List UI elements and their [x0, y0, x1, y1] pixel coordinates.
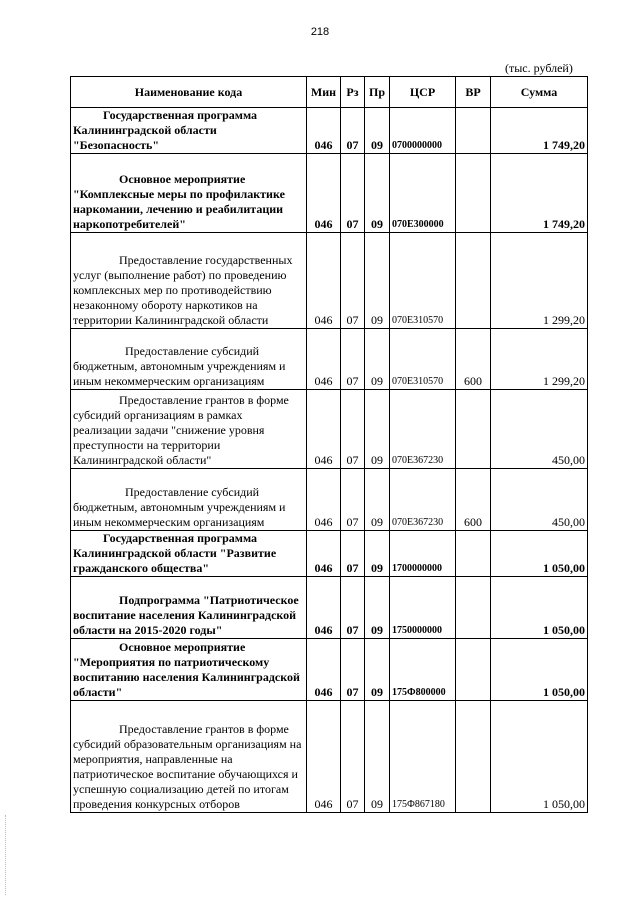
row-pr: 09 — [365, 233, 390, 329]
row-csr: 175Ф800000 — [390, 639, 456, 701]
row-csr: 0700000000 — [390, 108, 456, 154]
header-min: Мин — [307, 77, 341, 108]
row-rz: 07 — [341, 154, 365, 233]
header-sum: Сумма — [491, 77, 588, 108]
row-name: Основное мероприятие "Комплексные меры по профилактике наркомании, лечению и реабилитации наркопотребителей" — [71, 154, 307, 233]
row-name: Государственная программа Калининградской области "Безопасность" — [71, 108, 307, 154]
row-rz: 07 — [341, 233, 365, 329]
row-vr — [456, 577, 491, 639]
row-csr: 1750000000 — [390, 577, 456, 639]
row-pr: 09 — [365, 108, 390, 154]
row-sum: 1 050,00 — [491, 701, 588, 813]
row-csr: 070Е367230 — [390, 390, 456, 469]
row-sum: 1 299,20 — [491, 329, 588, 390]
units-label: (тыс. рублей) — [505, 61, 573, 75]
row-pr: 09 — [365, 639, 390, 701]
row-csr: 070Е310570 — [390, 329, 456, 390]
row-pr: 09 — [365, 329, 390, 390]
row-sum: 450,00 — [491, 390, 588, 469]
table-row — [71, 531, 588, 577]
row-min: 046 — [307, 531, 341, 577]
row-min: 046 — [307, 469, 341, 531]
row-vr — [456, 390, 491, 469]
table-row — [71, 154, 588, 233]
header-pr: Пр — [365, 77, 390, 108]
header-vr: ВР — [456, 77, 491, 108]
row-sum: 1 299,20 — [491, 233, 588, 329]
row-sum: 1 749,20 — [491, 154, 588, 233]
table-row — [71, 701, 588, 813]
row-min: 046 — [307, 329, 341, 390]
table-row — [71, 469, 588, 531]
row-vr — [456, 108, 491, 154]
row-rz: 07 — [341, 531, 365, 577]
row-vr: 600 — [456, 469, 491, 531]
row-name: Предоставление грантов в форме субсидий организациям в рамках реализации задачи "снижение уровня преступности на территории Калининградской области" — [71, 390, 307, 469]
header-name: Наименование кода — [71, 77, 307, 108]
row-pr: 09 — [365, 154, 390, 233]
row-min: 046 — [307, 108, 341, 154]
scan-margin-dots — [5, 815, 8, 895]
row-rz: 07 — [341, 329, 365, 390]
row-csr: 070Е367230 — [390, 469, 456, 531]
row-name: Предоставление субсидий бюджетным, автономным учреждениям и иным некоммерческим организациям — [71, 329, 307, 390]
table-header-row — [71, 77, 588, 108]
row-csr: 070Е300000 — [390, 154, 456, 233]
table-row — [71, 577, 588, 639]
row-name: Основное мероприятие "Мероприятия по патриотическому воспитанию населения Калининградской области" — [71, 639, 307, 701]
row-sum: 1 050,00 — [491, 577, 588, 639]
table-row — [71, 639, 588, 701]
row-pr: 09 — [365, 701, 390, 813]
row-name: Предоставление грантов в форме субсидий образовательным организациям на мероприятия, направленные на патриотическое воспитание обучающихся и успешную социализацию детей по итогам проведения конкурсных отборов — [71, 701, 307, 813]
row-vr — [456, 154, 491, 233]
row-sum: 1 050,00 — [491, 531, 588, 577]
row-sum: 1 749,20 — [491, 108, 588, 154]
row-name: Подпрограмма "Патриотическое воспитание населения Калининградской области на 2015-2020 годы" — [71, 577, 307, 639]
row-pr: 09 — [365, 390, 390, 469]
row-min: 046 — [307, 233, 341, 329]
table-row — [71, 233, 588, 329]
row-csr: 1700000000 — [390, 531, 456, 577]
row-vr — [456, 233, 491, 329]
row-rz: 07 — [341, 639, 365, 701]
header-csr: ЦСР — [390, 77, 456, 108]
row-rz: 07 — [341, 577, 365, 639]
row-sum: 450,00 — [491, 469, 588, 531]
row-vr: 600 — [456, 329, 491, 390]
row-name: Предоставление государственных услуг (выполнение работ) по проведению комплексных мер по противодействию незаконному обороту наркотиков на территории Калининградской области — [71, 233, 307, 329]
row-pr: 09 — [365, 469, 390, 531]
row-rz: 07 — [341, 701, 365, 813]
row-min: 046 — [307, 701, 341, 813]
row-vr — [456, 639, 491, 701]
row-rz: 07 — [341, 108, 365, 154]
table-row — [71, 390, 588, 469]
table-row — [71, 329, 588, 390]
row-name: Государственная программа Калининградской области "Развитие гражданского общества" — [71, 531, 307, 577]
row-min: 046 — [307, 577, 341, 639]
row-min: 046 — [307, 390, 341, 469]
row-name: Предоставление субсидий бюджетным, автономным учреждениям и иным некоммерческим организациям — [71, 469, 307, 531]
row-vr — [456, 531, 491, 577]
row-sum: 1 050,00 — [491, 639, 588, 701]
row-min: 046 — [307, 154, 341, 233]
row-rz: 07 — [341, 469, 365, 531]
row-pr: 09 — [365, 531, 390, 577]
header-rz: Рз — [341, 77, 365, 108]
row-csr: 175Ф867180 — [390, 701, 456, 813]
row-pr: 09 — [365, 577, 390, 639]
row-rz: 07 — [341, 390, 365, 469]
row-vr — [456, 701, 491, 813]
page-number: 218 — [310, 26, 330, 38]
budget-table — [70, 76, 588, 813]
row-csr: 070Е310570 — [390, 233, 456, 329]
row-min: 046 — [307, 639, 341, 701]
table-row — [71, 108, 588, 154]
